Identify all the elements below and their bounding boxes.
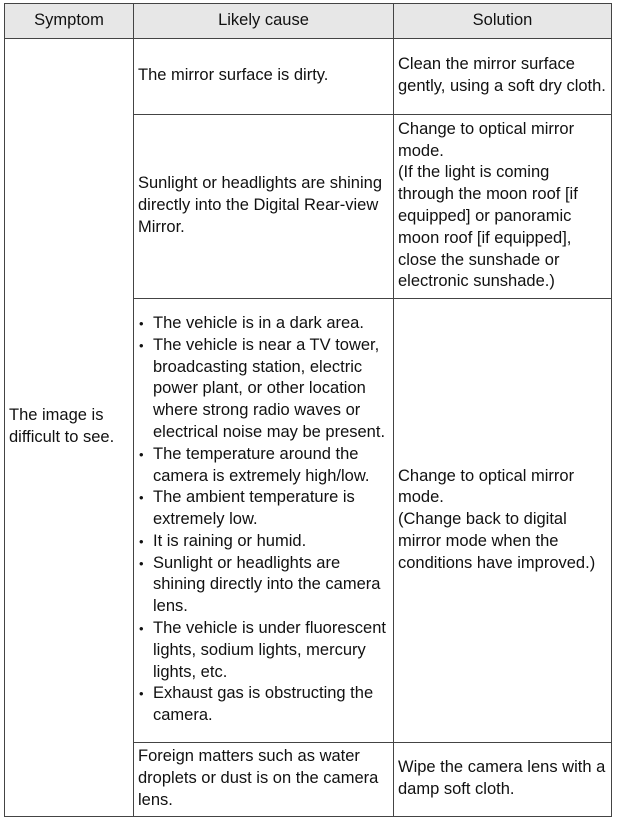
- table-row: [5, 39, 612, 115]
- list-item: • The temperature around the camera is extremely high/low.: [138, 444, 389, 488]
- solution-cell: Wipe the camera lens with a damp soft cloth.: [394, 743, 612, 817]
- cause-cell: Foreign matters such as water droplets or dust is on the camera lens.: [134, 743, 394, 817]
- header-row: [5, 4, 612, 39]
- symptom-cell: The image is difficult to see.: [5, 39, 134, 817]
- list-item: • The ambient temperature is extremely low.: [138, 487, 389, 531]
- list-item: • Sunlight or headlights are shining directly into the camera lens.: [138, 553, 389, 618]
- solution-cell: Clean the mirror surface gently, using a soft dry cloth.: [394, 39, 612, 115]
- cause-cell: [134, 299, 394, 743]
- list-item: • It is raining or humid.: [138, 531, 389, 553]
- solution-cell: [394, 115, 612, 299]
- header-likely-cause: Likely cause: [134, 4, 394, 39]
- list-item: • Exhaust gas is obstructing the camera.: [138, 683, 389, 727]
- header-solution: Solution: [394, 4, 612, 39]
- solution-line: Change to optical mirror mode.: [398, 466, 575, 507]
- solution-cell: [394, 299, 612, 743]
- troubleshooting-table: [4, 3, 612, 817]
- list-item: • The vehicle is near a TV tower, broadcasting station, electric power plant, or other location where strong radio waves or electrical noise may be present.: [138, 335, 389, 444]
- list-item: • The vehicle is in a dark area.: [138, 313, 389, 335]
- cause-cell: The mirror surface is dirty.: [134, 39, 394, 115]
- solution-line: Change to optical mirror mode.: [398, 119, 575, 160]
- header-symptom: Symptom: [5, 4, 134, 39]
- solution-note: (If the light is coming through the moon roof [if equipped] or panoramic moon roof [if equipped], close the sunshade or electronic sunshade.): [398, 163, 578, 291]
- solution-note: (Change back to digital mirror mode when the conditions have improved.): [398, 510, 596, 572]
- cause-list: [138, 313, 389, 727]
- cause-cell: Sunlight or headlights are shining directly into the Digital Rear-view Mirror.: [134, 115, 394, 299]
- list-item: • The vehicle is under fluorescent lights, sodium lights, mercury lights, etc.: [138, 618, 389, 683]
